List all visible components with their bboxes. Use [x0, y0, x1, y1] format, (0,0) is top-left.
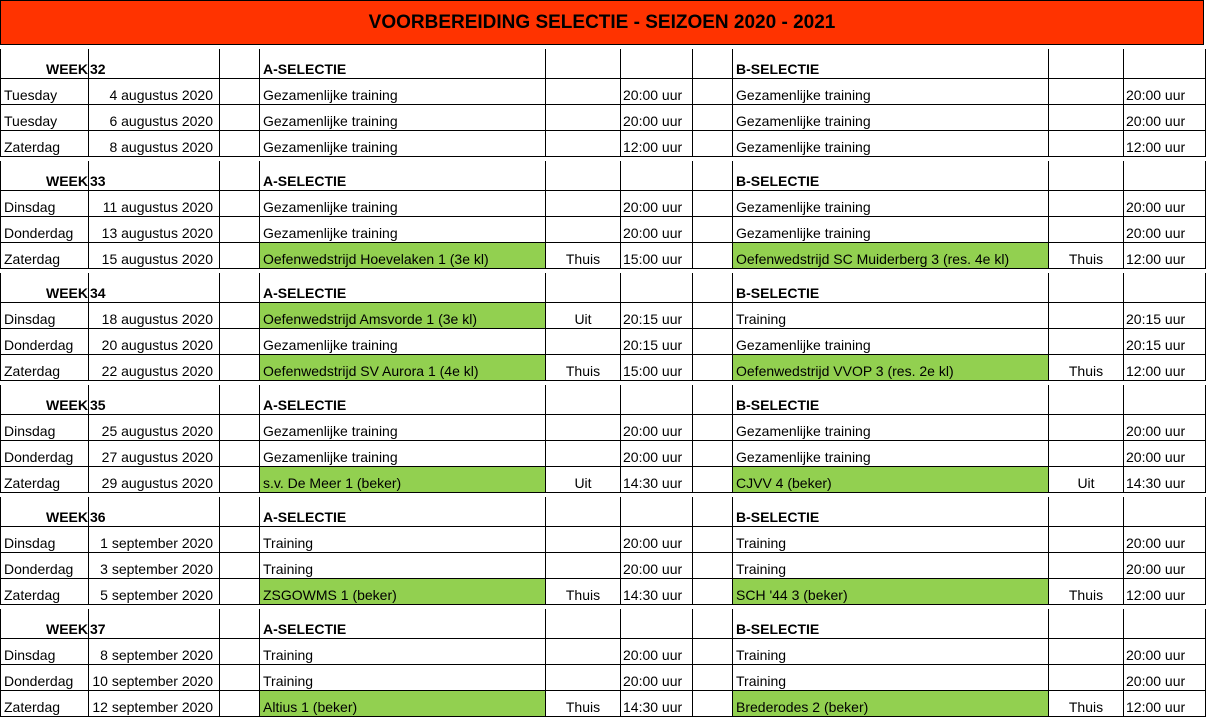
a-time-cell: 20:00 uur — [621, 639, 693, 665]
empty-cell — [220, 665, 260, 691]
a-location-cell — [546, 415, 621, 441]
b-activity-cell: Training — [733, 639, 1049, 665]
a-location-cell: Thuis — [546, 355, 621, 381]
schedule-row — [1, 441, 1206, 467]
empty-cell — [1049, 273, 1124, 303]
a-activity-cell: Oefenwedstrijd SV Aurora 1 (4e kl) — [260, 355, 546, 381]
empty-cell — [220, 217, 260, 243]
a-selectie-header: A-SELECTIE — [260, 497, 546, 527]
b-activity-cell: Training — [733, 665, 1049, 691]
empty-cell — [220, 553, 260, 579]
b-location-cell: Thuis — [1049, 355, 1124, 381]
a-time-cell: 20:00 uur — [621, 105, 693, 131]
day-cell: Dinsdag — [1, 191, 89, 217]
schedule-row — [1, 303, 1206, 329]
empty-cell — [693, 217, 733, 243]
empty-cell — [693, 79, 733, 105]
b-time-cell: 12:00 uur — [1124, 243, 1206, 269]
schedule-row — [1, 665, 1206, 691]
empty-cell — [220, 467, 260, 493]
empty-cell — [693, 49, 733, 79]
empty-cell — [693, 161, 733, 191]
schedule-row — [1, 105, 1206, 131]
a-time-cell: 20:00 uur — [621, 527, 693, 553]
day-cell: Tuesday — [1, 79, 89, 105]
empty-cell — [693, 243, 733, 269]
empty-cell — [546, 609, 621, 639]
empty-cell — [693, 467, 733, 493]
a-activity-cell: ZSGOWMS 1 (beker) — [260, 579, 546, 605]
empty-cell — [546, 161, 621, 191]
a-location-cell — [546, 527, 621, 553]
a-time-cell: 14:30 uur — [621, 467, 693, 493]
a-activity-cell: Training — [260, 665, 546, 691]
a-location-cell — [546, 639, 621, 665]
b-time-cell: 20:00 uur — [1124, 553, 1206, 579]
empty-cell — [220, 303, 260, 329]
schedule-row — [1, 527, 1206, 553]
date-cell: 15 augustus 2020 — [89, 243, 220, 269]
a-activity-cell: Gezamenlijke training — [260, 79, 546, 105]
day-cell: Dinsdag — [1, 303, 89, 329]
date-cell: 11 augustus 2020 — [89, 191, 220, 217]
a-location-cell: Uit — [546, 467, 621, 493]
empty-cell — [1124, 497, 1206, 527]
week-number: 37 — [89, 609, 220, 639]
b-time-cell: 20:15 uur — [1124, 329, 1206, 355]
b-location-cell: Thuis — [1049, 691, 1124, 717]
b-activity-cell: Oefenwedstrijd VVOP 3 (res. 2e kl) — [733, 355, 1049, 381]
week-label: WEEK — [1, 49, 89, 79]
date-cell: 4 augustus 2020 — [89, 79, 220, 105]
schedule-row — [1, 191, 1206, 217]
b-activity-cell: Training — [733, 553, 1049, 579]
date-cell: 5 september 2020 — [89, 579, 220, 605]
empty-cell — [693, 691, 733, 717]
schedule-row — [1, 243, 1206, 269]
b-activity-cell: Gezamenlijke training — [733, 441, 1049, 467]
empty-cell — [220, 191, 260, 217]
a-location-cell: Thuis — [546, 579, 621, 605]
b-location-cell — [1049, 527, 1124, 553]
a-selectie-header: A-SELECTIE — [260, 609, 546, 639]
empty-cell — [220, 161, 260, 191]
day-cell: Donderdag — [1, 217, 89, 243]
b-time-cell: 14:30 uur — [1124, 467, 1206, 493]
a-activity-cell: Gezamenlijke training — [260, 131, 546, 157]
empty-cell — [220, 527, 260, 553]
b-time-cell: 20:00 uur — [1124, 665, 1206, 691]
a-activity-cell: Training — [260, 527, 546, 553]
a-activity-cell: Oefenwedstrijd Amsvorde 1 (3e kl) — [260, 303, 546, 329]
b-location-cell — [1049, 131, 1124, 157]
a-location-cell — [546, 665, 621, 691]
empty-cell — [220, 79, 260, 105]
week-header-row — [1, 497, 1206, 527]
empty-cell — [693, 609, 733, 639]
date-cell: 3 september 2020 — [89, 553, 220, 579]
empty-cell — [1124, 161, 1206, 191]
empty-cell — [220, 579, 260, 605]
b-selectie-header: B-SELECTIE — [733, 273, 1049, 303]
empty-cell — [220, 273, 260, 303]
a-time-cell: 15:00 uur — [621, 243, 693, 269]
a-time-cell: 15:00 uur — [621, 355, 693, 381]
empty-cell — [693, 579, 733, 605]
date-cell: 1 september 2020 — [89, 527, 220, 553]
week-number: 35 — [89, 385, 220, 415]
a-activity-cell: Oefenwedstrijd Hoevelaken 1 (3e kl) — [260, 243, 546, 269]
a-time-cell: 20:15 uur — [621, 329, 693, 355]
b-location-cell — [1049, 553, 1124, 579]
b-activity-cell: CJVV 4 (beker) — [733, 467, 1049, 493]
b-time-cell: 12:00 uur — [1124, 355, 1206, 381]
b-location-cell: Thuis — [1049, 579, 1124, 605]
empty-cell — [1124, 273, 1206, 303]
date-cell: 20 augustus 2020 — [89, 329, 220, 355]
week-header-row — [1, 49, 1206, 79]
day-cell: Dinsdag — [1, 415, 89, 441]
b-activity-cell: Gezamenlijke training — [733, 105, 1049, 131]
day-cell: Zaterdag — [1, 243, 89, 269]
b-time-cell: 20:00 uur — [1124, 105, 1206, 131]
b-location-cell: Uit — [1049, 467, 1124, 493]
empty-cell — [693, 553, 733, 579]
empty-cell — [220, 131, 260, 157]
week-header-row — [1, 161, 1206, 191]
empty-cell — [546, 497, 621, 527]
schedule-row — [1, 579, 1206, 605]
a-activity-cell: Gezamenlijke training — [260, 441, 546, 467]
a-location-cell — [546, 131, 621, 157]
date-cell: 22 augustus 2020 — [89, 355, 220, 381]
a-location-cell — [546, 105, 621, 131]
a-time-cell: 20:00 uur — [621, 415, 693, 441]
b-activity-cell: Training — [733, 527, 1049, 553]
week-label: WEEK — [1, 609, 89, 639]
b-time-cell: 12:00 uur — [1124, 131, 1206, 157]
day-cell: Donderdag — [1, 665, 89, 691]
day-cell: Zaterdag — [1, 131, 89, 157]
empty-cell — [220, 415, 260, 441]
empty-cell — [220, 385, 260, 415]
a-time-cell: 14:30 uur — [621, 579, 693, 605]
a-time-cell: 14:30 uur — [621, 691, 693, 717]
empty-cell — [220, 497, 260, 527]
a-time-cell: 20:00 uur — [621, 553, 693, 579]
week-label: WEEK — [1, 385, 89, 415]
b-location-cell — [1049, 217, 1124, 243]
date-cell: 8 augustus 2020 — [89, 131, 220, 157]
b-time-cell: 20:00 uur — [1124, 191, 1206, 217]
day-cell: Zaterdag — [1, 467, 89, 493]
schedule-row — [1, 415, 1206, 441]
date-cell: 6 augustus 2020 — [89, 105, 220, 131]
a-time-cell: 20:00 uur — [621, 79, 693, 105]
a-selectie-header: A-SELECTIE — [260, 385, 546, 415]
schedule-table — [0, 45, 1206, 717]
schedule-body — [1, 45, 1206, 717]
a-activity-cell: Gezamenlijke training — [260, 329, 546, 355]
empty-cell — [621, 273, 693, 303]
week-number: 32 — [89, 49, 220, 79]
a-location-cell — [546, 217, 621, 243]
empty-cell — [220, 609, 260, 639]
week-label: WEEK — [1, 161, 89, 191]
empty-cell — [693, 527, 733, 553]
a-location-cell — [546, 329, 621, 355]
b-location-cell — [1049, 639, 1124, 665]
a-activity-cell: Altius 1 (beker) — [260, 691, 546, 717]
empty-cell — [1049, 385, 1124, 415]
schedule-row — [1, 217, 1206, 243]
a-location-cell: Thuis — [546, 691, 621, 717]
b-time-cell: 12:00 uur — [1124, 579, 1206, 605]
empty-cell — [1049, 609, 1124, 639]
b-location-cell — [1049, 191, 1124, 217]
b-location-cell — [1049, 303, 1124, 329]
empty-cell — [1124, 609, 1206, 639]
empty-cell — [220, 639, 260, 665]
schedule-row — [1, 329, 1206, 355]
b-activity-cell: Gezamenlijke training — [733, 79, 1049, 105]
empty-cell — [693, 497, 733, 527]
empty-cell — [220, 441, 260, 467]
a-selectie-header: A-SELECTIE — [260, 273, 546, 303]
week-header-row — [1, 385, 1206, 415]
empty-cell — [693, 273, 733, 303]
week-number: 33 — [89, 161, 220, 191]
b-time-cell: 20:00 uur — [1124, 79, 1206, 105]
b-time-cell: 20:00 uur — [1124, 639, 1206, 665]
a-activity-cell: Training — [260, 639, 546, 665]
empty-cell — [220, 355, 260, 381]
a-location-cell: Thuis — [546, 243, 621, 269]
a-time-cell: 20:00 uur — [621, 441, 693, 467]
empty-cell — [220, 329, 260, 355]
week-label: WEEK — [1, 497, 89, 527]
b-time-cell: 12:00 uur — [1124, 691, 1206, 717]
empty-cell — [1124, 385, 1206, 415]
date-cell: 29 augustus 2020 — [89, 467, 220, 493]
b-activity-cell: Gezamenlijke training — [733, 329, 1049, 355]
a-time-cell: 20:00 uur — [621, 665, 693, 691]
b-activity-cell: Oefenwedstrijd SC Muiderberg 3 (res. 4e kl) — [733, 243, 1049, 269]
empty-cell — [1049, 161, 1124, 191]
empty-cell — [621, 161, 693, 191]
schedule-row — [1, 639, 1206, 665]
a-location-cell — [546, 441, 621, 467]
b-location-cell — [1049, 415, 1124, 441]
b-time-cell: 20:00 uur — [1124, 441, 1206, 467]
date-cell: 18 augustus 2020 — [89, 303, 220, 329]
date-cell: 13 augustus 2020 — [89, 217, 220, 243]
b-time-cell: 20:15 uur — [1124, 303, 1206, 329]
schedule-row — [1, 553, 1206, 579]
empty-cell — [693, 105, 733, 131]
empty-cell — [1049, 497, 1124, 527]
a-time-cell: 20:00 uur — [621, 217, 693, 243]
empty-cell — [546, 273, 621, 303]
a-activity-cell: Gezamenlijke training — [260, 415, 546, 441]
b-location-cell — [1049, 79, 1124, 105]
day-cell: Donderdag — [1, 553, 89, 579]
empty-cell — [220, 105, 260, 131]
a-location-cell — [546, 79, 621, 105]
empty-cell — [693, 329, 733, 355]
schedule-row — [1, 467, 1206, 493]
b-selectie-header: B-SELECTIE — [733, 161, 1049, 191]
b-time-cell: 20:00 uur — [1124, 217, 1206, 243]
day-cell: Zaterdag — [1, 691, 89, 717]
empty-cell — [220, 49, 260, 79]
day-cell: Donderdag — [1, 441, 89, 467]
schedule-row — [1, 691, 1206, 717]
empty-cell — [621, 609, 693, 639]
day-cell: Donderdag — [1, 329, 89, 355]
week-label: WEEK — [1, 273, 89, 303]
a-time-cell: 20:15 uur — [621, 303, 693, 329]
empty-cell — [693, 415, 733, 441]
a-activity-cell: Gezamenlijke training — [260, 217, 546, 243]
day-cell: Tuesday — [1, 105, 89, 131]
b-activity-cell: Brederodes 2 (beker) — [733, 691, 1049, 717]
b-activity-cell: Gezamenlijke training — [733, 415, 1049, 441]
empty-cell — [693, 191, 733, 217]
day-cell: Dinsdag — [1, 527, 89, 553]
empty-cell — [693, 639, 733, 665]
b-location-cell: Thuis — [1049, 243, 1124, 269]
date-cell: 25 augustus 2020 — [89, 415, 220, 441]
b-selectie-header: B-SELECTIE — [733, 385, 1049, 415]
b-location-cell — [1049, 665, 1124, 691]
date-cell: 10 september 2020 — [89, 665, 220, 691]
date-cell: 12 september 2020 — [89, 691, 220, 717]
empty-cell — [546, 385, 621, 415]
b-selectie-header: B-SELECTIE — [733, 49, 1049, 79]
empty-cell — [621, 49, 693, 79]
empty-cell — [1049, 49, 1124, 79]
empty-cell — [220, 691, 260, 717]
a-activity-cell: Gezamenlijke training — [260, 191, 546, 217]
empty-cell — [693, 131, 733, 157]
a-location-cell: Uit — [546, 303, 621, 329]
empty-cell — [1124, 49, 1206, 79]
date-cell: 8 september 2020 — [89, 639, 220, 665]
day-cell: Zaterdag — [1, 355, 89, 381]
empty-cell — [621, 385, 693, 415]
a-location-cell — [546, 191, 621, 217]
empty-cell — [220, 243, 260, 269]
b-time-cell: 20:00 uur — [1124, 527, 1206, 553]
a-activity-cell: s.v. De Meer 1 (beker) — [260, 467, 546, 493]
week-header-row — [1, 273, 1206, 303]
a-time-cell: 20:00 uur — [621, 191, 693, 217]
b-activity-cell: Gezamenlijke training — [733, 217, 1049, 243]
day-cell: Dinsdag — [1, 639, 89, 665]
b-activity-cell: Training — [733, 303, 1049, 329]
b-selectie-header: B-SELECTIE — [733, 609, 1049, 639]
schedule-row — [1, 355, 1206, 381]
a-location-cell — [546, 553, 621, 579]
b-location-cell — [1049, 105, 1124, 131]
b-activity-cell: Gezamenlijke training — [733, 191, 1049, 217]
empty-cell — [621, 497, 693, 527]
a-selectie-header: A-SELECTIE — [260, 161, 546, 191]
schedule-row — [1, 131, 1206, 157]
date-cell: 27 augustus 2020 — [89, 441, 220, 467]
week-number: 34 — [89, 273, 220, 303]
b-activity-cell: Gezamenlijke training — [733, 131, 1049, 157]
page-title: VOORBEREIDING SELECTIE - SEIZOEN 2020 - 2021 — [0, 0, 1204, 45]
empty-cell — [546, 49, 621, 79]
empty-cell — [693, 385, 733, 415]
a-activity-cell: Training — [260, 553, 546, 579]
b-location-cell — [1049, 441, 1124, 467]
empty-cell — [693, 355, 733, 381]
empty-cell — [693, 665, 733, 691]
schedule-row — [1, 79, 1206, 105]
b-time-cell: 20:00 uur — [1124, 415, 1206, 441]
b-selectie-header: B-SELECTIE — [733, 497, 1049, 527]
empty-cell — [693, 441, 733, 467]
week-header-row — [1, 609, 1206, 639]
empty-cell — [693, 303, 733, 329]
a-time-cell: 12:00 uur — [621, 131, 693, 157]
a-selectie-header: A-SELECTIE — [260, 49, 546, 79]
b-activity-cell: SCH '44 3 (beker) — [733, 579, 1049, 605]
day-cell: Zaterdag — [1, 579, 89, 605]
b-location-cell — [1049, 329, 1124, 355]
week-number: 36 — [89, 497, 220, 527]
a-activity-cell: Gezamenlijke training — [260, 105, 546, 131]
